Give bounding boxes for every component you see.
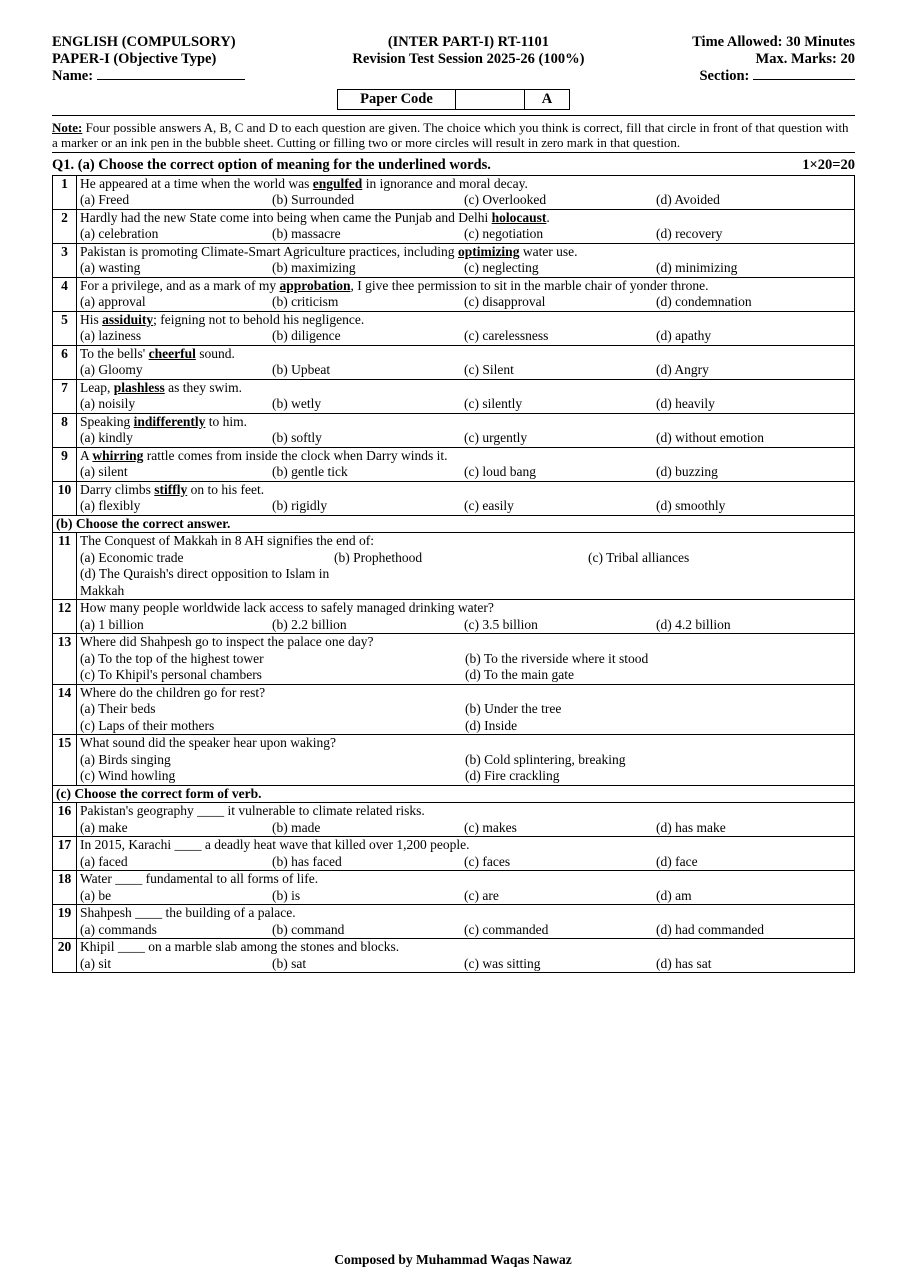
underlined-word: indifferently	[133, 413, 206, 429]
question-stem: Where do the children go for rest?	[80, 684, 266, 700]
option: (c) Laps of their mothers	[80, 717, 215, 733]
paper-type: PAPER-I (Objective Type)	[52, 50, 217, 67]
options-row	[80, 854, 851, 871]
question-number: 15	[53, 735, 77, 786]
question-stem	[80, 414, 851, 431]
option: (a) wasting	[80, 260, 141, 275]
options-row	[80, 820, 851, 837]
question-body	[77, 481, 855, 515]
stem-text: to him.	[205, 413, 248, 429]
option: (d) The Quraish's direct opposition to Islam in Makkah	[80, 566, 330, 598]
options-row	[80, 718, 851, 735]
option: (a) make	[80, 819, 128, 835]
section-blank	[753, 67, 855, 80]
option: (b) rigidly	[272, 498, 328, 513]
stem-text: His	[80, 311, 103, 327]
option: (a) flexibly	[80, 498, 141, 513]
header-center	[352, 34, 584, 85]
option: (c) To Khipil's personal chambers	[80, 667, 262, 682]
section-heading: (c) Choose the correct form of verb.	[53, 785, 855, 803]
paper-header	[52, 34, 855, 85]
option: (d) buzzing	[656, 464, 718, 479]
question-row	[53, 379, 855, 413]
question-stem	[80, 312, 851, 329]
option: (b) Upbeat	[272, 362, 331, 377]
question-stem: Where did Shahpesh go to inspect the palace one day?	[80, 634, 374, 649]
question-row	[53, 209, 855, 243]
stem-text: sound.	[195, 345, 235, 361]
question-body	[77, 905, 855, 939]
header-left	[52, 34, 245, 85]
section-line: Section:	[692, 67, 855, 85]
question-body	[77, 311, 855, 345]
question-number: 18	[53, 871, 77, 905]
underlined-word: holocaust	[491, 209, 547, 225]
stem-text: For a privilege, and as a mark of my	[80, 277, 280, 293]
option: (b) sat	[272, 955, 307, 971]
question-number: 4	[53, 277, 77, 311]
question-number: 2	[53, 209, 77, 243]
option: (d) condemnation	[656, 294, 752, 309]
question-body	[77, 684, 855, 735]
option: (c) carelessness	[464, 328, 549, 343]
question-number: 6	[53, 345, 77, 379]
question-row	[53, 175, 855, 209]
time-allowed: Time Allowed: 30 Minutes	[692, 34, 855, 50]
question-row	[53, 243, 855, 277]
header-right	[692, 34, 855, 85]
option: (b) made	[272, 819, 321, 835]
question-number: 3	[53, 243, 77, 277]
question-stem: In 2015, Karachi ____ a deadly heat wave that killed over 1,200 people.	[80, 837, 470, 852]
option: (a) commands	[80, 921, 157, 937]
stem-text: , I give thee permission to sit in the marble chair of yonder throne.	[350, 277, 709, 293]
option: (d) recovery	[656, 226, 723, 241]
option: (d) smoothly	[656, 498, 726, 513]
note-label: Note:	[52, 119, 83, 135]
option: (a) sit	[80, 955, 112, 971]
question-row	[53, 345, 855, 379]
question-number: 19	[53, 905, 77, 939]
options-row	[80, 430, 851, 447]
option: (a) kindly	[80, 430, 133, 445]
question-row	[53, 803, 855, 837]
option: (b) is	[272, 887, 301, 903]
question-row	[53, 684, 855, 735]
name-blank	[97, 67, 245, 80]
question-number: 16	[53, 803, 77, 837]
option: (a) Their beds	[80, 701, 156, 716]
question-row	[53, 600, 855, 634]
stem-text: To the bells'	[80, 345, 149, 361]
question-body	[77, 379, 855, 413]
option: (d) without emotion	[656, 430, 764, 445]
option: (a) laziness	[80, 328, 142, 343]
paper-code-value	[456, 89, 525, 109]
option: (d) has make	[656, 819, 726, 835]
option: (b) softly	[272, 430, 322, 445]
question-body	[77, 634, 855, 685]
section-row	[53, 515, 855, 533]
option: (c) makes	[464, 819, 517, 835]
question-row	[53, 939, 855, 973]
options-row	[80, 550, 851, 567]
paper-code-box	[337, 89, 570, 110]
option: (b) Surrounded	[272, 192, 355, 207]
stem-text: as they swim.	[164, 379, 243, 395]
options-row	[80, 566, 851, 599]
option: (d) To the main gate	[465, 667, 575, 682]
question-body	[77, 277, 855, 311]
option: (a) 1 billion	[80, 616, 144, 632]
question-row	[53, 837, 855, 871]
question-row	[53, 311, 855, 345]
session-title: Revision Test Session 2025-26 (100%)	[352, 50, 585, 67]
option: (d) Fire crackling	[465, 768, 560, 783]
option: (d) am	[656, 887, 692, 903]
stem-text: .	[546, 209, 550, 225]
question-title: Q1. (a) Choose the correct option of meaning for the underlined words.	[52, 156, 491, 173]
option: (d) Inside	[465, 717, 518, 733]
option: (d) Avoided	[656, 192, 720, 207]
underlined-word: optimizing	[457, 243, 520, 259]
option: (a) approval	[80, 294, 146, 309]
option: (b) maximizing	[272, 260, 356, 275]
question-stem: Shahpesh ____ the building of a palace.	[80, 905, 296, 920]
option: (c) disapproval	[464, 294, 546, 309]
question-stem: Water ____ fundamental to all forms of life.	[80, 871, 319, 886]
question-number: 11	[53, 533, 77, 600]
question-stem	[80, 244, 851, 261]
question-row	[53, 447, 855, 481]
option: (b) Under the tree	[465, 701, 562, 716]
option: (b) wetly	[272, 396, 322, 411]
options-row	[80, 768, 851, 785]
paper-version: A	[525, 89, 570, 109]
question-row	[53, 533, 855, 600]
option: (c) 3.5 billion	[464, 616, 538, 632]
question-number: 14	[53, 684, 77, 735]
test-code: (INTER PART-I) RT-1101	[387, 34, 550, 50]
question-row	[53, 634, 855, 685]
underlined-word: whirring	[92, 447, 144, 463]
option: (a) Freed	[80, 192, 130, 207]
question-row	[53, 735, 855, 786]
question-number: 13	[53, 634, 77, 685]
option: (b) diligence	[272, 328, 341, 343]
note-text: Four possible answers A, B, C and D to each question are given. The choice which you think is correct, fill that circle in front of that question with a marker or an ink pen in the bubble sheet. Cutting or filling two or more circles will result in zero mark in that question.	[52, 119, 849, 150]
question-stem	[80, 278, 851, 295]
option: (a) be	[80, 887, 112, 903]
name-line: Name:	[52, 67, 245, 85]
question-number: 17	[53, 837, 77, 871]
option: (a) celebration	[80, 226, 159, 241]
question-number: 7	[53, 379, 77, 413]
question-body	[77, 871, 855, 905]
option: (c) loud bang	[464, 464, 536, 479]
options-row	[80, 362, 851, 379]
stem-text: Darry climbs	[80, 481, 155, 497]
question-stem	[80, 346, 851, 363]
option: (c) Wind howling	[80, 768, 176, 783]
option: (d) has sat	[656, 955, 712, 971]
question-number: 9	[53, 447, 77, 481]
option: (a) faced	[80, 853, 128, 869]
underlined-word: engulfed	[312, 175, 363, 191]
option: (d) minimizing	[656, 260, 738, 275]
question-body	[77, 735, 855, 786]
subject-title: ENGLISH (COMPULSORY)	[52, 34, 236, 50]
stem-text: Hardly had the new State come into being when came the Punjab and Delhi	[80, 209, 492, 225]
question-body	[77, 413, 855, 447]
option: (d) heavily	[656, 396, 715, 411]
options-row	[80, 464, 851, 481]
stem-text: water use.	[519, 243, 578, 259]
question-number: 1	[53, 175, 77, 209]
option: (a) Gloomy	[80, 362, 143, 377]
question-body	[77, 175, 855, 209]
option: (c) silently	[464, 396, 523, 411]
option: (d) Angry	[656, 362, 709, 377]
options-row	[80, 498, 851, 515]
options-row	[80, 956, 851, 973]
exam-paper	[52, 34, 855, 973]
option: (c) Tribal alliances	[588, 549, 690, 565]
question-body	[77, 243, 855, 277]
option: (b) gentle tick	[272, 464, 348, 479]
question-number: 8	[53, 413, 77, 447]
question-body	[77, 939, 855, 973]
option: (a) Birds singing	[80, 751, 171, 767]
question-body	[77, 600, 855, 634]
underlined-word: cheerful	[148, 345, 196, 361]
options-row	[80, 192, 851, 209]
question-number: 5	[53, 311, 77, 345]
option: (c) commanded	[464, 921, 549, 937]
option: (b) has faced	[272, 853, 342, 869]
options-row	[80, 617, 851, 634]
option: (c) neglecting	[464, 260, 539, 275]
option: (b) massacre	[272, 226, 341, 241]
options-row	[80, 667, 851, 684]
option: (d) had commanded	[656, 921, 764, 937]
option: (a) Economic trade	[80, 549, 184, 565]
question-row	[53, 481, 855, 515]
question-body	[77, 533, 855, 600]
options-row	[80, 701, 851, 718]
option: (c) urgently	[464, 430, 528, 445]
question-stem: Khipil ____ on a marble slab among the stones and blocks.	[80, 939, 400, 954]
stem-text: He appeared at a time when the world was	[80, 175, 313, 191]
options-row	[80, 922, 851, 939]
option: (d) face	[656, 853, 698, 869]
section-row	[53, 785, 855, 803]
options-row	[80, 651, 851, 668]
option: (a) noisily	[80, 396, 136, 411]
option: (c) Silent	[464, 362, 514, 377]
question-number: 10	[53, 481, 77, 515]
option: (b) criticism	[272, 294, 339, 309]
option: (b) command	[272, 921, 345, 937]
option: (b) 2.2 billion	[272, 616, 347, 632]
option: (b) To the riverside where it stood	[465, 650, 649, 666]
question-number: 20	[53, 939, 77, 973]
question-row	[53, 871, 855, 905]
question-row	[53, 905, 855, 939]
underlined-word: plashless	[113, 379, 165, 395]
question-stem	[80, 482, 851, 499]
question-stem	[80, 176, 851, 193]
options-row	[80, 226, 851, 243]
option: (c) easily	[464, 498, 514, 513]
option: (c) negotiation	[464, 226, 544, 241]
options-row	[80, 752, 851, 769]
question-stem: Pakistan's geography ____ it vulnerable to climate related risks.	[80, 803, 425, 818]
question-heading	[52, 153, 855, 175]
question-body	[77, 209, 855, 243]
options-row	[80, 396, 851, 413]
option: (a) To the top of the highest tower	[80, 650, 264, 666]
question-stem: How many people worldwide lack access to safely managed drinking water?	[80, 600, 494, 615]
question-body	[77, 345, 855, 379]
option: (d) 4.2 billion	[656, 616, 731, 632]
stem-text: in ignorance and moral decay.	[362, 175, 528, 191]
question-marks: 1×20=20	[802, 156, 855, 173]
stem-text: ; feigning not to behold his negligence.	[153, 311, 365, 327]
instructions-note	[52, 116, 855, 152]
underlined-word: approbation	[279, 277, 351, 293]
stem-text: rattle comes from inside the clock when Darry winds it.	[143, 447, 448, 463]
underlined-word: assiduity	[102, 311, 154, 327]
max-marks: Max. Marks: 20	[755, 50, 855, 67]
question-body	[77, 803, 855, 837]
question-stem	[80, 210, 851, 227]
question-body	[77, 837, 855, 871]
paper-code-label: Paper Code	[338, 89, 456, 109]
stem-text: Leap,	[80, 379, 114, 395]
footer-credit: Composed by Muhammad Waqas Nawaz	[334, 1252, 572, 1267]
question-stem	[80, 380, 851, 397]
options-row	[80, 328, 851, 345]
option: (c) are	[464, 887, 499, 903]
question-stem: What sound did the speaker hear upon waking?	[80, 735, 337, 750]
question-stem: The Conquest of Makkah in 8 AH signifies the end of:	[80, 533, 374, 548]
questions-table	[52, 175, 855, 974]
question-row	[53, 277, 855, 311]
underlined-word: stiffly	[154, 481, 188, 497]
stem-text: Pakistan is promoting Climate-Smart Agriculture practices, including	[80, 243, 458, 259]
section-heading: (b) Choose the correct answer.	[53, 515, 855, 533]
option: (a) silent	[80, 464, 128, 479]
question-number: 12	[53, 600, 77, 634]
question-row	[53, 413, 855, 447]
stem-text: on to his feet.	[187, 481, 265, 497]
options-row	[80, 294, 851, 311]
option: (b) Prophethood	[334, 549, 423, 565]
options-row	[80, 888, 851, 905]
option: (c) faces	[464, 853, 511, 869]
stem-text: Speaking	[80, 413, 134, 429]
option: (c) was sitting	[464, 955, 541, 971]
option: (c) Overlooked	[464, 192, 547, 207]
option: (b) Cold splintering, breaking	[465, 751, 626, 767]
question-stem	[80, 448, 851, 465]
options-row	[80, 260, 851, 277]
option: (d) apathy	[656, 328, 712, 343]
question-body	[77, 447, 855, 481]
stem-text: A	[80, 447, 93, 463]
